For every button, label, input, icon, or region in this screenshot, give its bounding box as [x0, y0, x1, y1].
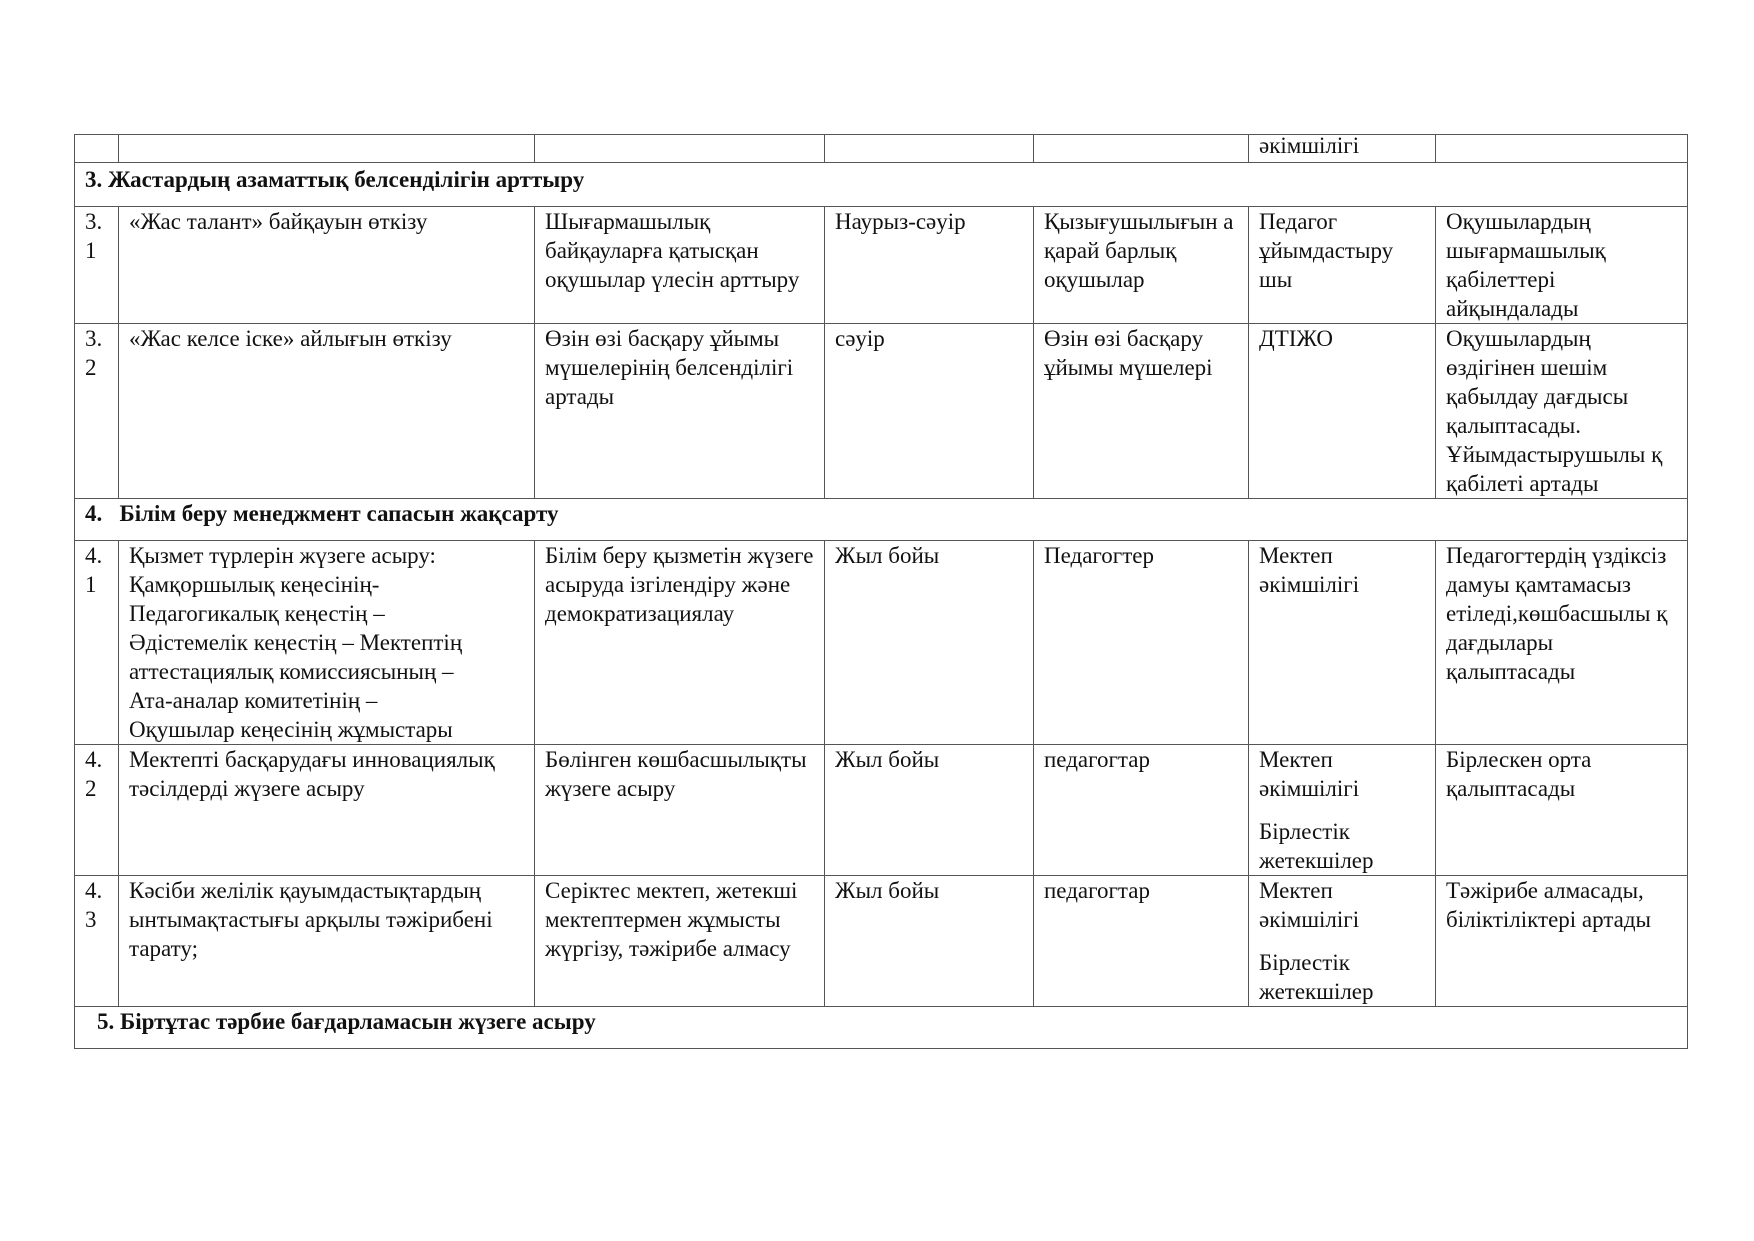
plan-table — [74, 134, 1688, 1049]
table-cell — [825, 135, 1034, 163]
cell-activity: Қызмет түрлерін жүзеге асыру: Қамқоршылық кеңесінің- Педагогикалық кеңестің – Әдістемелік кеңестің – Мектептің аттестациялық комиссиясының – Ата-аналар комитетінің – Оқушылар кеңесінің жұмыстары — [119, 541, 535, 745]
cell-number: 3. 2 — [75, 324, 119, 499]
cell-participants: Қызығушылығын а қарай барлық оқушылар — [1034, 207, 1249, 324]
table-cell — [1436, 135, 1688, 163]
cell-activity: Мектепті басқарудағы инновациялық тәсілдерді жүзеге асыру — [119, 745, 535, 876]
cell-period: Жыл бойы — [825, 745, 1034, 876]
cell-goal: Білім беру қызметін жүзеге асыруда ізгілендіру және демократизациялау — [535, 541, 825, 745]
cell-number: 4. 2 — [75, 745, 119, 876]
cell-participants: Өзін өзі басқару ұйымы мүшелері — [1034, 324, 1249, 499]
cell-result: Бірлескен орта қалыптасады — [1436, 745, 1688, 876]
cell-period: Наурыз-сәуір — [825, 207, 1034, 324]
cell-period: Жыл бойы — [825, 541, 1034, 745]
section-row — [75, 163, 1688, 207]
cell-responsible: Мектеп әкімшілігі Бірлестік жетекшілер — [1249, 745, 1436, 876]
table-cell — [1034, 135, 1249, 163]
cell-responsible: әкімшілігі — [1259, 133, 1360, 158]
table-row — [75, 876, 1688, 1007]
section-row — [75, 1007, 1688, 1049]
table-row — [75, 207, 1688, 324]
section-heading-3: 3. Жастардың азаматтық белсенділігін арттыру — [75, 163, 1688, 207]
cell-activity: «Жас келсе іске» айлығын өткізу — [119, 324, 535, 499]
cell-result: Тәжірибе алмасады, біліктіліктері артады — [1436, 876, 1688, 1007]
cell-result: Оқушылардың шығармашылық қабілеттері айқындалады — [1436, 207, 1688, 324]
cell-participants: педагогтар — [1034, 876, 1249, 1007]
cell-result: Педагогтердің үздіксіз дамуы қамтамасыз етіледі,көшбасшылы қ дағдылары қалыптасады — [1436, 541, 1688, 745]
table-cell — [1249, 135, 1436, 163]
cell-responsible: Мектеп әкімшілігі — [1249, 541, 1436, 745]
cell-participants: педагогтар — [1034, 745, 1249, 876]
cell-responsible: Педагог ұйымдастыру шы — [1249, 207, 1436, 324]
section-heading-5: 5. Біртұтас тәрбие бағдарламасын жүзеге асыру — [75, 1007, 1688, 1049]
cell-activity: Кәсіби желілік қауымдастықтардың ынтымақтастығы арқылы тәжірибені тарату; — [119, 876, 535, 1007]
cell-participants: Педагогтер — [1034, 541, 1249, 745]
table-row — [75, 324, 1688, 499]
cell-goal: Бөлінген көшбасшылықты жүзеге асыру — [535, 745, 825, 876]
cell-period: Жыл бойы — [825, 876, 1034, 1007]
cell-number: 4. 1 — [75, 541, 119, 745]
table-row — [75, 135, 1688, 163]
cell-result: Оқушылардың өздігінен шешім қабылдау дағдысы қалыптасады. Ұйымдастырушылы қ қабілеті артады — [1436, 324, 1688, 499]
cell-goal: Серіктес мектеп, жетекші мектептермен жұмысты жүргізу, тәжірибе алмасу — [535, 876, 825, 1007]
cell-activity: «Жас талант» байқауын өткізу — [119, 207, 535, 324]
cell-goal: Шығармашылық байқауларға қатысқан оқушылар үлесін арттыру — [535, 207, 825, 324]
table-cell — [119, 135, 535, 163]
section-heading-4: 4. Білім беру менеджмент сапасын жақсарту — [75, 499, 1688, 541]
table-cell — [535, 135, 825, 163]
cell-period: сәуір — [825, 324, 1034, 499]
cell-goal: Өзін өзі басқару ұйымы мүшелерінің белсенділігі артады — [535, 324, 825, 499]
cell-responsible: ДТІЖО — [1249, 324, 1436, 499]
cell-number: 4. 3 — [75, 876, 119, 1007]
table-row — [75, 745, 1688, 876]
cell-number: 3. 1 — [75, 207, 119, 324]
cell-responsible: Мектеп әкімшілігі Бірлестік жетекшілер — [1249, 876, 1436, 1007]
section-row — [75, 499, 1688, 541]
table-cell — [75, 135, 119, 163]
table-row — [75, 541, 1688, 745]
